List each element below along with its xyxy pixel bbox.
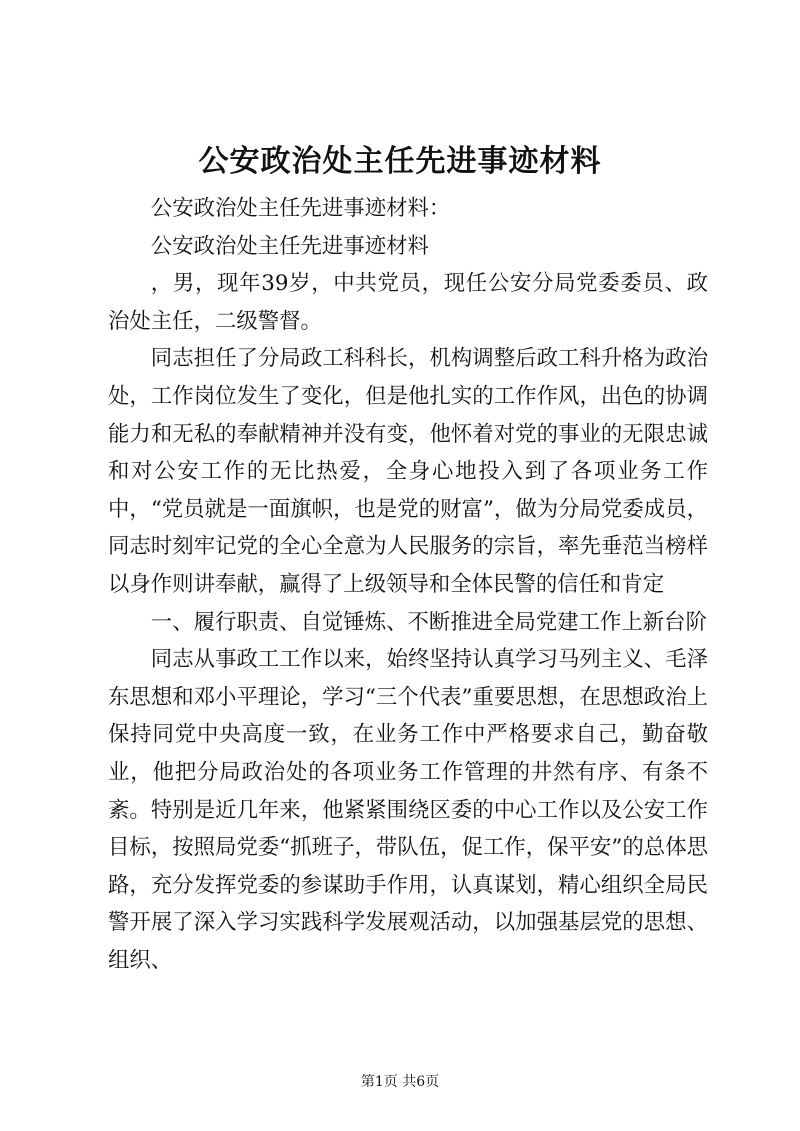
page-number-footer: 第1页 共6页 [360,1074,440,1090]
document-title: 公安政治处主任先进事迹材料 [198,144,602,179]
document-body [108,190,708,979]
paragraph: ，男，现年39岁，中共党员，现任公安分局党委委员、政治处主任，二级警督。 [108,271,708,334]
paragraph: 公安政治处主任先进事迹材料 [150,233,429,259]
paragraph: 同志担任了分局政工科科长，机构调整后政工科升格为政治处，工作岗位发生了变化，但是他扎实的工作作风，出色的协调能力和无私的奉献精神并没有变，他怀着对党的事业的无限忠诚和对公安工作的无比热爱，全身心地投入到了各项业务工作中，“党员就是一面旗帜，也是党的财富”，做为分局党委成员，同志时刻牢记党的全心全意为人民服务的宗旨，率先垂范当榜样以身作则讲奉献，赢得了上级领导和全体民警的信任和肯定 [108,346,708,597]
paragraph: 公安政治处主任先进事迹材料： [150,196,451,221]
paragraph: 同志从事政工工作以来，始终坚持认真学习马列主义、毛泽东思想和邓小平理论，学习“三个代表”重要思想，在思想政治上保持同党中央高度一致，在业务工作中严格要求自己，勤奋敬业，他把分局政治处的各项业务工作管理的井然有序、有条不紊。特别是近几年来，他紧紧围绕区委的中心工作以及公安工作目标，按照局党委“抓班子，带队伍，促工作，保平安”的总体思路，充分发挥党委的参谋助手作用，认真谋划，精心组织全局民警开展了深入学习实践科学发展观活动，以加强基层党的思想、组织、 [108,647,708,973]
section-heading: 一、履行职责、自觉锤炼、不断推进全局党建工作上新台阶 [150,609,707,635]
